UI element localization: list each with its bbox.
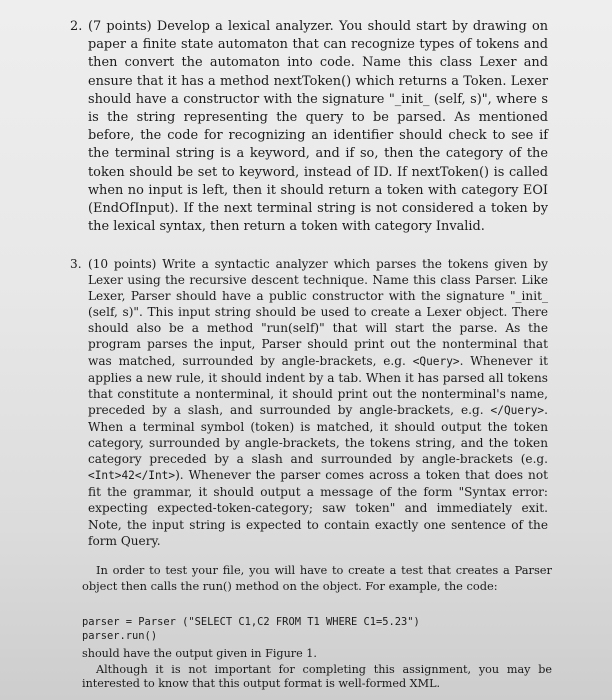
question-number: 3. — [70, 257, 82, 271]
points-label: (7 points) — [88, 19, 152, 34]
code-block — [82, 615, 552, 643]
question-body — [88, 18, 548, 236]
question-number: 2. — [70, 19, 83, 34]
question-text: Develop a lexical analyzer. You should start by drawing on paper a finite state automaton that can recognize types of tokens and then convert the automaton into code. Name this class Lexer and ensure that it has a method nextToken() which returns a Token. Lexer should have a constructor with the signature "_init_ (self, s)", where s is the string representing the query to be parsed. As mentioned before, the code for recognizing an identifier should check to see if the terminal string is a keyword, and if so, then the category of the token should be set to keyword, instead of ID. If nextToken() is called when no input is left, then it should return a token with category EOI (EndOfInput). If the next terminal string is not considered a token by the lexical syntax, then return a token with category Invalid. — [88, 19, 549, 235]
question-2 — [70, 18, 548, 236]
question-text: . Whenever it applies a new rule, it should indent by a tab. When it has parsed all tokens that constitute a nonterminal, it should print out the nonterminal's name, preceded by a slash, and surrounded by angle-brackets, e.g. — [88, 353, 548, 417]
code-tag-query-open: <Query> — [412, 354, 460, 368]
code-line: parser = Parser ("SELECT C1,C2 FROM T1 WHERE C1=5.23") — [82, 616, 420, 628]
points-label: (10 points) — [88, 257, 157, 271]
question-body — [88, 256, 548, 549]
question-text: . When a terminal symbol (token) is matched, it should output the token category, surrounded by angle-brackets, the tokens string, and the token category preceded by a slash and surrounded by angle-brackets (e.g. — [88, 402, 548, 467]
question-3 — [70, 256, 548, 549]
test-paragraph: In order to test your file, you will have to create a test that creates a Parser object then calls the run() method on the object. For example, the code: — [82, 563, 552, 593]
code-line: parser.run() — [82, 630, 158, 642]
question-text: ). Whenever the parser comes across a token that does not fit the grammar, it should output a message of the form "Syntax error: expecting expected-token-category; saw token" and immediately exit. Note, the input string is expected to contain exactly one sentence of the form Query. — [88, 468, 548, 548]
code-tag-int: <Int>42</Int> — [88, 469, 176, 483]
after-code-text: should have the output given in Figure 1. — [82, 647, 317, 660]
xml-note: Although it is not important for completing this assignment, you may be interested to know that this output format is well-formed XML. — [82, 663, 552, 690]
question-text: Write a syntactic analyzer which parses the tokens given by Lexer using the recursive descent technique. Name this class Parser. Like Lexer, Parser should have a public constructor with the signature "_init_ (self, s)". This input string should be used to create a Lexer object. There should also be a method "run(self)" that will start the parse. As the program parses the input, Parser should print out the nonterminal that was matched, surrounded by angle-brackets, e.g. — [88, 257, 548, 368]
code-tag-query-close: </Query> — [490, 403, 545, 417]
